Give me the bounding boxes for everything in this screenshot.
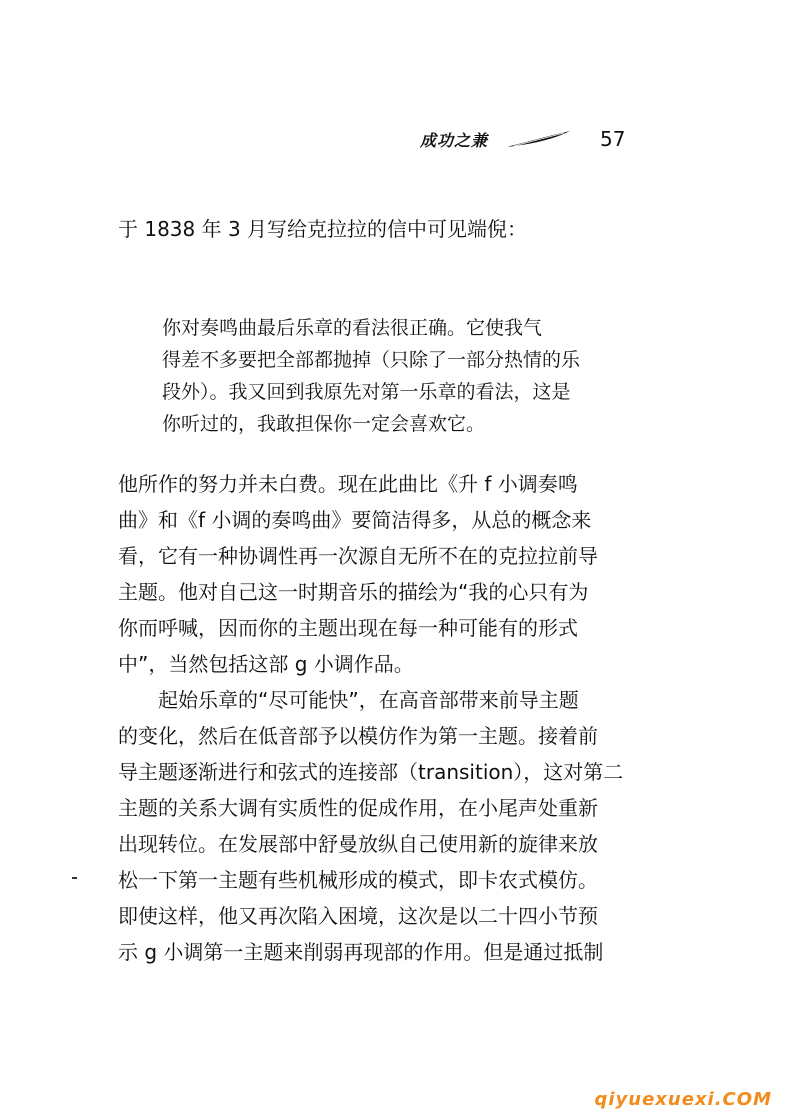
quote-line: 你听过的，我敢担保你一定会喜欢它。 [162,413,486,435]
text-line: 你而呼喊，因而你的主题出现在每一种可能有的形式 [118,616,578,640]
text-line: 示 g 小调第一主题来削弱再现部的作用。但是通过抵制 [118,940,604,964]
text-line: 松一下第一主题有些机械形成的模式，即卡农式模仿。 [118,868,598,892]
quill-ornament-icon [504,129,572,149]
quote-line: 你对奏鸣曲最后乐章的看法很正确。它使我气 [162,317,543,339]
text-line: 中”，当然包括这部 g 小调作品。 [118,652,414,676]
text-line: 的变化，然后在低音部予以模仿作为第一主题。接着前 [118,724,598,748]
margin-mark [72,877,77,879]
text-line: 他所作的努力并未白费。现在此曲比《升 f 小调奏鸣 [118,472,578,496]
text-line: 主题。他对自己这一时期音乐的描绘为“我的心只有为 [118,580,589,604]
site-watermark: qiyuexuexi.COM [594,1089,772,1110]
text-line: 出现转位。在发展部中舒曼放纵自己使用新的旋律来放 [118,832,598,856]
text-line: 曲》和《f 小调的奏鸣曲》要简洁得多，从总的概念来 [118,508,592,532]
text-line: 导主题逐渐进行和弦式的连接部（transition），这对第二 [118,760,624,784]
quote-line: 得差不多要把全部都抛掉（只除了一部分热情的乐 [162,349,581,371]
chapter-title: 成功之兼 [420,130,489,150]
page-number: 57 [600,127,626,151]
text-line: 看，它有一种协调性再一次源自无所不在的克拉拉前导 [118,544,598,568]
text-line: 主题的关系大调有实质性的促成作用，在小尾声处重新 [118,796,598,820]
running-header [420,124,625,154]
quote-line: 段外）。我又回到我原先对第一乐章的看法，这是 [162,381,571,403]
text-line: 即使这样，他又再次陷入困境，这次是以二十四小节预 [118,904,598,928]
text-line: 起始乐章的“尽可能快”，在高音部带来前导主题 [118,688,579,712]
intro-line: 于 1838 年 3 月写给克拉拉的信中可见端倪： [118,217,528,241]
